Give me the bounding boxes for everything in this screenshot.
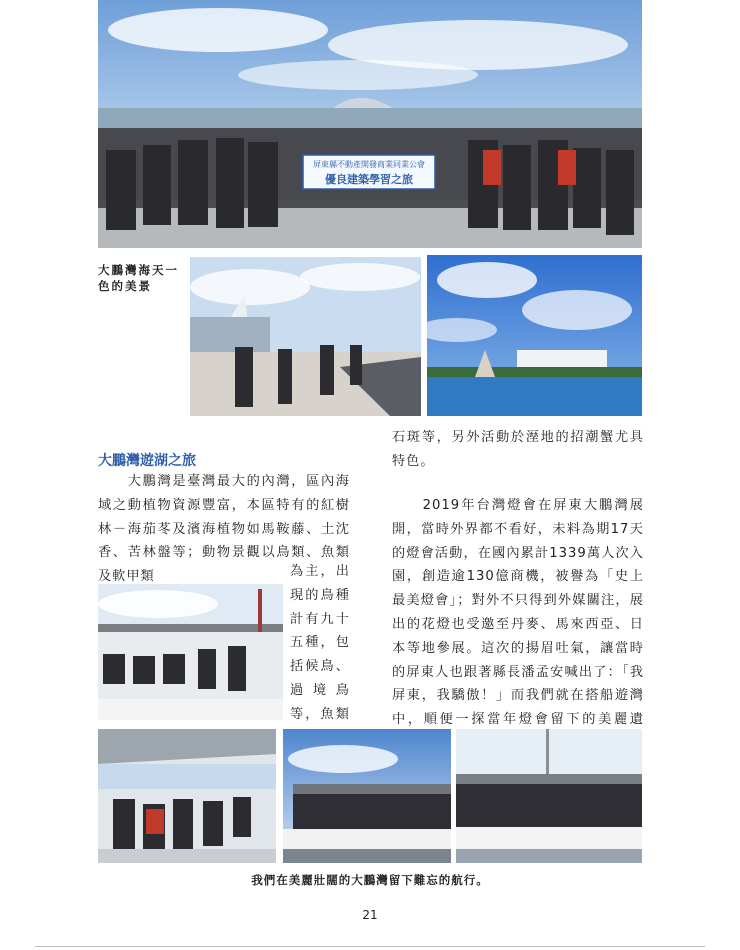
- banner-title-text: 優良建築學習之旅: [325, 173, 413, 186]
- group-photo: [98, 0, 642, 248]
- walkway-photo: [190, 257, 421, 416]
- right-paragraph-2: 2019年台灣燈會在屏東大鵬灣展開，當時外界都不看好，未料為期17天的燈會活動，在國內累計1339萬人次入園，創造逾130億商機，被譽為「史上最美燈會」；對外不只得到外媒關注，展出的花燈也受邀至丹麥、馬來西亞、日本等地參展。這次的揚眉吐氣，讓當時的屏東人也跟著縣長潘孟安喊出了：「我屏東，我驕傲！」而我們就在搭船遊灣中，順便一探當年燈會留下的美麗遺: [392, 498, 644, 728]
- right-paragraph-1: 石斑等，另外活動於溼地的招潮蟹尤具特色。: [392, 430, 644, 469]
- footer-divider: [35, 946, 705, 947]
- banner-org-text: 屏東縣不動產開發商業同業公會: [313, 160, 425, 169]
- boat-photo-1: [98, 729, 276, 863]
- left-paragraph: 大鵬灣是臺灣最大的內灣，區內海域之動植物資源豐富，本區特有的紅樹林－海茄苳及濱海植物如馬鞍藤、土沈香、苦林盤等；動物景觀以鳥類、魚類及軟甲類: [98, 474, 350, 585]
- section-title: 大鵬灣遊湖之旅: [98, 453, 196, 469]
- boat-photo-3: [456, 729, 642, 863]
- boat-inset-photo: [98, 584, 283, 720]
- left-narrow-paragraph: 為主，出現的鳥種計有九十五種，包括候鳥、過境鳥等，魚類: [290, 564, 350, 722]
- page-number: 21: [362, 908, 378, 922]
- side-caption: 大鵬灣海天一色的美景: [98, 263, 179, 293]
- bottom-caption: 我們在美麗壯闊的大鵬灣留下難忘的航行。: [251, 873, 489, 887]
- lake-photo: [427, 255, 642, 416]
- boat-photo-2: [283, 729, 451, 863]
